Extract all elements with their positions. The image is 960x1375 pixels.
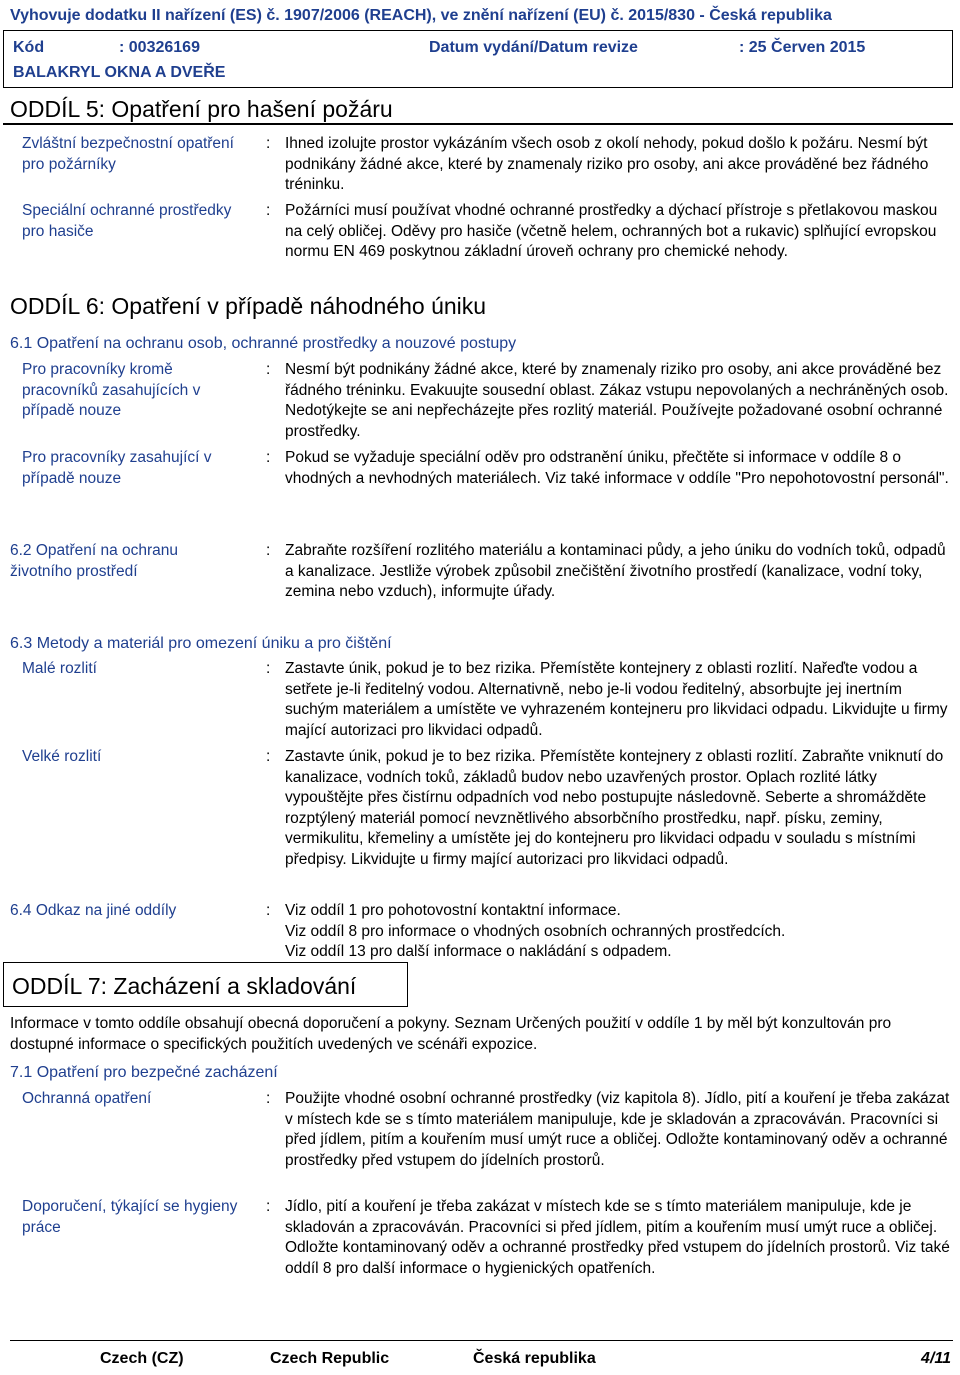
section6-text-emergency: Pokud se vyžaduje speciální oděv pro odstranění úniku, přečtěte si informace v oddíle 8 o vhodných a nevhodných materiálech. Viz také informace v oddíle "Pro nepohotovostní personál". xyxy=(285,449,949,487)
reference-line: Viz oddíl 1 pro pohotovostní kontaktní informace. xyxy=(285,902,621,919)
section6-4-label: 6.4 Odkaz na jiné oddíly xyxy=(10,902,177,919)
colon: : xyxy=(266,1090,271,1107)
section5-label-firefighters: Zvláštní bezpečnostní opatření pro požárníky xyxy=(22,135,234,173)
date-value: : 25 Červen 2015 xyxy=(739,39,866,56)
reference-line: Viz oddíl 8 pro informace o vhodných osobních ochranných prostředcích. xyxy=(285,922,786,940)
colon: : xyxy=(266,542,271,559)
colon: : xyxy=(266,361,271,378)
footer-country-cz: Česká republika xyxy=(473,1350,596,1367)
section6-label-small-spill: Malé rozlití xyxy=(22,660,97,677)
document-title: Vyhovuje dodatku II nařízení (ES) č. 1907/2006 (REACH), ve znění nařízení (EU) č. 2015/830 - Česká republika xyxy=(10,7,832,24)
page-footer xyxy=(10,1340,953,1372)
colon: : xyxy=(266,902,271,919)
section6-heading: ODDÍL 6: Opatření v případě náhodného úniku xyxy=(10,293,487,319)
section7-intro: Informace v tomto oddíle obsahují obecná doporučení a pokyny. Seznam Určených použití v oddíle 1 by měl být konzultován pro dostupné informace o specifických použitích uvedených ve scénáři expozice. xyxy=(10,1015,892,1053)
section5-text-firefighters: Ihned izolujte prostor vykázáním všech osob z okolí nehody, pokud došlo k požáru. Nesmí být podnikány žádné akce, které by znamenaly riziko pro osoby, ani akce prováděné bez řádného tréninku. xyxy=(285,135,929,193)
section6-4-text xyxy=(285,901,950,963)
section5-heading: ODDÍL 5: Opatření pro hašení požáru xyxy=(10,96,393,122)
section7-text-protective: Použijte vhodné osobní ochranné prostředky (viz kapitola 8). Jídlo, pití a kouření je třeba zakázat v místech kde se s tímto materiálem manipuluje, kde je skladován a zpracováván. Pracovníci si před jídlem, pitím a kouřením musí umýt ruce a obličej. Odložte kontaminovaný oděv a ochranné prostředky před vstupem do jídelních prostorů. xyxy=(285,1090,950,1169)
section6-1-heading: 6.1 Opatření na ochranu osob, ochranné prostředky a nouzové postupy xyxy=(10,335,517,352)
section7-heading: ODDÍL 7: Zacházení a skladování xyxy=(12,973,357,999)
section6-label-large-spill: Velké rozlití xyxy=(22,748,102,765)
section6-2-text: Zabraňte rozšíření rozlitého materiálu a kontaminaci půdy, a jeho úniku do vodních toků, odpadů a kanalizace. Jestliže výrobek způsobil znečištění životního prostředí (kanalizace, vodní toky, zemina nebo vzduch), informujte úřady. xyxy=(285,542,946,600)
colon: : xyxy=(266,135,271,152)
colon: : xyxy=(266,1198,271,1215)
section6-text-large-spill: Zastavte únik, pokud je to bez rizika. Přemístěte kontejnery z oblasti rozlití. Zabraňte vniknutí do kanalizace, vodních toků, základů budov nebo uzavřených prostor. Oplach rozlité látky vypouštějte přes čistírnu odpadních vod nebo postupujte následovně. Seberte a shromážděte rozptýlený materiál pomocí nevznětlivého absorbčního prostředku, např. písku, zeminy, vermikulitu, křemeliny a umístěte jej do kontejneru pro likvidaci odpadu v souladu s místními předpisy. Likvidujte u firmy mající autorizaci pro likvidaci odpadů. xyxy=(285,748,944,868)
date-label: Datum vydání/Datum revize xyxy=(429,39,638,56)
colon: : xyxy=(266,660,271,677)
section5-text-equipment: Požárníci musí používat vhodné ochranné prostředky a dýchací přístroje s přetlakovou maskou na celý obličej. Oděvy pro hasiče (včetně helem, ochranných bot a rukavic) splňující evropskou normu EN 469 poskytnou základní úroveň ochrany pro chemické nehody. xyxy=(285,202,938,260)
colon: : xyxy=(266,748,271,765)
section7-label-hygiene: Doporučení, týkající se hygieny práce xyxy=(22,1198,238,1236)
footer-page-number: 4/11 xyxy=(921,1350,951,1367)
footer-country-en: Czech Republic xyxy=(270,1350,390,1367)
section6-label-emergency: Pro pracovníky zasahující v případě nouze xyxy=(22,449,212,487)
section7-label-protective: Ochranná opatření xyxy=(22,1090,152,1107)
section7-1-heading: 7.1 Opatření pro bezpečné zacházení xyxy=(10,1064,278,1081)
section7-text-hygiene: Jídlo, pití a kouření je třeba zakázat v místech kde se s tímto materiálem manipuluje, kde je skladován a zpracováván. Pracovníci si před jídlem, pitím a kouřením musí umýt ruce a obličej. Odložte kontaminovaný oděv a ochranné prostředky před vstupem do jídelních prostorů. Viz také oddíl 8 pro další informace o hygienických opatřeních. xyxy=(285,1198,950,1277)
section6-text-small-spill: Zastavte únik, pokud je to bez rizika. Přemístěte kontejnery z oblasti rozlití. Nařeďte vodou a setřete je-li ředitelný vodou. Alternativně, nebo je-li vodou ředitelný, absorbujte jej inertním suchým materiálem a umístěte ve vyhrazeném kontejneru pro likvidaci odpadu. Likvidujte u firmy mající autorizaci pro likvidaci odpadů. xyxy=(285,660,948,739)
product-name: BALAKRYL OKNA A DVEŘE xyxy=(13,64,226,81)
colon: : xyxy=(266,202,271,219)
section6-2-label: 6.2 Opatření na ochranu životního prostředí xyxy=(10,542,179,580)
section5-label-equipment: Speciální ochranné prostředky pro hasiče xyxy=(22,202,232,240)
reference-line: Viz oddíl 13 pro další informace o nakládání s odpadem. xyxy=(285,943,672,960)
section6-3-heading: 6.3 Metody a materiál pro omezení úniku a pro čištění xyxy=(10,635,392,652)
section6-text-non-emergency: Nesmí být podnikány žádné akce, které by znamenaly riziko pro osoby, ani akce prováděné bez řádného tréninku. Evakuujte sousední oblast. Zákaz vstupu nepovolaných a nechráněných osob. Nedotýkejte se ani nepřecházejte přes rozlitý materiál. Používejte požadované osobní ochranné prostředky. xyxy=(285,361,949,440)
footer-language: Czech (CZ) xyxy=(100,1350,184,1367)
code-label: Kód xyxy=(13,39,45,56)
code-value: : 00326169 xyxy=(119,39,200,56)
section6-label-non-emergency: Pro pracovníky kromě pracovníků zasahujících v případě nouze xyxy=(22,361,201,419)
colon: : xyxy=(266,449,271,466)
header-box xyxy=(3,30,953,88)
